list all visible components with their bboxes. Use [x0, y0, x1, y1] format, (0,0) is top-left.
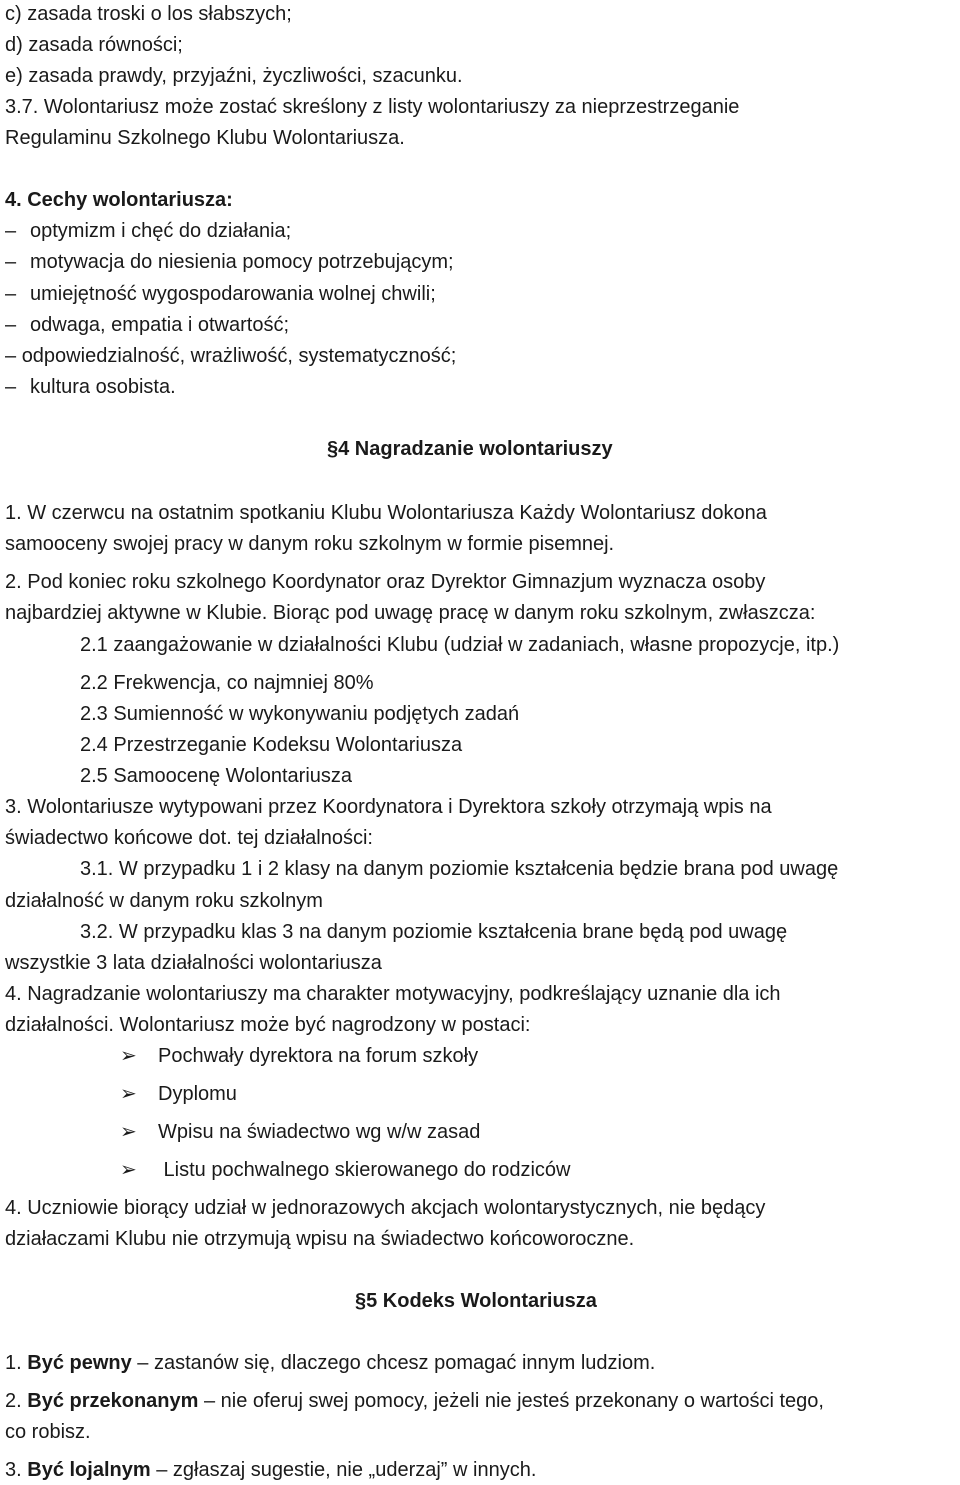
- kodeks-item-2: 2. Być przekonanym – nie oferuj swej pomocy, jeżeli nie jesteś przekonany o wartości tego,: [5, 1390, 824, 1412]
- sub-item-2-4: 2.4 Przestrzeganie Kodeksu Wolontariusza: [80, 734, 463, 756]
- dash-marker: –: [5, 251, 17, 273]
- kodeks-item-2-line2: co robisz.: [5, 1421, 91, 1443]
- list-item-e: e) zasada prawdy, przyjaźni, życzliwości, szacunku.: [5, 65, 463, 87]
- cechy-item: – optymizm i chęć do działania;: [5, 220, 292, 242]
- sec4-p32-line1: 3.2. W przypadku klas 3 na danym poziomie kształcenia brane będą pod uwagę: [80, 921, 788, 943]
- paragraph-3-7-line2: Regulaminu Szkolnego Klubu Wolontariusza.: [5, 127, 405, 149]
- dash-marker: –: [5, 345, 17, 367]
- sec4-p5-line1: 4. Uczniowie biorący udział w jednorazowych akcjach wolontarystycznych, nie będący: [5, 1197, 766, 1219]
- sec4-p31-line2: działalność w danym roku szkolnym: [5, 890, 323, 912]
- list-item-c: c) zasada troski o los słabszych;: [5, 3, 292, 25]
- sec4-p2-line1: 2. Pod koniec roku szkolnego Koordynator oraz Dyrektor Gimnazjum wyznacza osoby: [5, 571, 766, 593]
- sec4-p3-line1: 3. Wolontariusze wytypowani przez Koordynatora i Dyrektora szkoły otrzymają wpis na: [5, 796, 772, 818]
- sub-item-2-5: 2.5 Samoocenę Wolontariusza: [80, 765, 353, 787]
- sec4-p4-line2: działalności. Wolontariusz może być nagrodzony w postaci:: [5, 1014, 531, 1036]
- section-4-title: §4 Nagradzanie wolontariuszy: [327, 438, 613, 460]
- paragraph-3-7-line1: 3.7. Wolontariusz może zostać skreślony z listy wolontariuszy za nieprzestrzeganie: [5, 96, 740, 118]
- dash-marker: –: [5, 376, 17, 398]
- sub-item-2-3: 2.3 Sumienność w wykonywaniu podjętych zadań: [80, 703, 520, 725]
- sec4-p5-line2: działaczami Klubu nie otrzymują wpisu na świadectwo końcoworoczne.: [5, 1228, 635, 1250]
- sec4-p3-line2: świadectwo końcowe dot. tej działalności:: [5, 827, 373, 849]
- sec4-p4-line1: 4. Nagradzanie wolontariuszy ma charakter motywacyjny, podkreślający uznanie dla ich: [5, 983, 781, 1005]
- cechy-item: – kultura osobista.: [5, 376, 176, 398]
- sec4-p31-line1: 3.1. W przypadku 1 i 2 klasy na danym poziomie kształcenia będzie brana pod uwagę: [80, 858, 839, 880]
- section-5-title: §5 Kodeks Wolontariusza: [355, 1290, 597, 1312]
- arrow-bullet-icon: ➢: [120, 1159, 137, 1181]
- cechy-item: – odpowiedzialność, wrażliwość, systematyczność;: [5, 345, 457, 367]
- sec4-p1-line1: 1. W czerwcu na ostatnim spotkaniu Klubu Wolontariusza Każdy Wolontariusz dokona: [5, 502, 767, 524]
- sec4-p2-line2: najbardziej aktywne w Klubie. Biorąc pod uwagę pracę w danym roku szkolnym, zwłaszcza:: [5, 602, 816, 624]
- arrow-bullet-icon: ➢: [120, 1083, 137, 1105]
- cechy-heading: 4. Cechy wolontariusza:: [5, 189, 233, 211]
- sec4-p32-line2: wszystkie 3 lata działalności wolontariusza: [5, 952, 382, 974]
- cechy-item: – odwaga, empatia i otwartość;: [5, 314, 290, 336]
- dash-marker: –: [5, 283, 17, 305]
- arrow-bullet-icon: ➢: [120, 1045, 137, 1067]
- arrow-bullet-icon: ➢: [120, 1121, 137, 1143]
- sub-item-2-2: 2.2 Frekwencja, co najmniej 80%: [80, 672, 374, 694]
- kodeks-item-1: 1. Być pewny – zastanów się, dlaczego chcesz pomagać innym ludziom.: [5, 1352, 656, 1374]
- dash-marker: –: [5, 314, 17, 336]
- list-item-d: d) zasada równości;: [5, 34, 183, 56]
- document-page: c) zasada troski o los słabszych; d) zasada równości; e) zasada prawdy, przyjaźni, życzliwości, szacunku. 3.7. Wolontariusz może zostać skreślony z listy wolontariuszy za nieprzestrzeganie Regulaminu Szkolnego Klubu Wolontariusza. 4. Cechy wolontariusza: – optymizm i chęć do działania; – motywacja do niesienia pomocy potrzebującym; – umiejętność wygospodarowania wolnej chwili; – odwaga, empatia i otwartość; – odpowiedzialność, wrażliwość, systematyczność; – kultura osobista. §4 Nagradzanie wolontariuszy 1. W czerwcu na ostatnim spotkaniu Klubu Wolontariusza Każdy Wolontariusz dokona samooceny swojej pracy w danym roku szkolnym w formie pisemnej. 2. Pod koniec roku szkolnego Koordynator oraz Dyrektor Gimnazjum wyznacza osoby najbardziej aktywne w Klubie. Biorąc pod uwagę pracę w danym roku szkolnym, zwłaszcza: 2.1 zaangażowanie w działalności Klubu (udział w zadaniach, własne propozycje, itp.) 2.2 Frekwencja, co najmniej 80% 2.3 Sumienność w wykonywaniu podjętych zadań 2.4 Przestrzeganie Kodeksu Wolontariusza 2.5 Samoocenę Wolontariusza 3. Wolontariusze wytypowani przez Koordynatora i Dyrektora szkoły otrzymają wpis na świadectwo końcowe dot. tej działalności: 3.1. W przypadku 1 i 2 klasy na danym poziomie kształcenia będzie brana pod uwagę działalność w danym roku szkolnym 3.2. W przypadku klas 3 na danym poziomie kształcenia brane będą pod uwagę wszystkie 3 lata działalności wolontariusza 4. Nagradzanie wolontariuszy ma charakter motywacyjny, podkreślający uznanie dla ich działalności. Wolontariusz może być nagrodzony w postaci: ➢ Pochwały dyrektora na forum szkoły ➢ Dyplomu ➢ Wpisu na świadectwo wg w/w zasad ➢ Listu pochwalnego skierowanego do rodziców 4. Uczniowie biorący udział w jednorazowych akcjach wolontarystycznych, nie będący działaczami Klubu nie otrzymują wpisu na świadectwo końcoworoczne. §5 Kodeks Wolontariusza 1. Być pewny – zastanów się, dlaczego chcesz pomagać innym ludziom. 2. Być przekonanym – nie oferuj swej pomocy, jeżeli nie jesteś przekonany o wartości tego, co robisz. 3. Być lojalnym – zgłaszaj sugestie, nie „uderzaj” w innych.: [5, 3, 840, 1481]
- kodeks-item-3: 3. Być lojalnym – zgłaszaj sugestie, nie „uderzaj” w innych.: [5, 1459, 537, 1481]
- cechy-item: – motywacja do niesienia pomocy potrzebującym;: [5, 251, 454, 273]
- dash-marker: –: [5, 220, 17, 242]
- sec4-p1-line2: samooceny swojej pracy w danym roku szkolnym w formie pisemnej.: [5, 533, 615, 555]
- cechy-item: – umiejętność wygospodarowania wolnej chwili;: [5, 283, 436, 305]
- sub-item-2-1: 2.1 zaangażowanie w działalności Klubu (udział w zadaniach, własne propozycje, itp.): [80, 634, 840, 656]
